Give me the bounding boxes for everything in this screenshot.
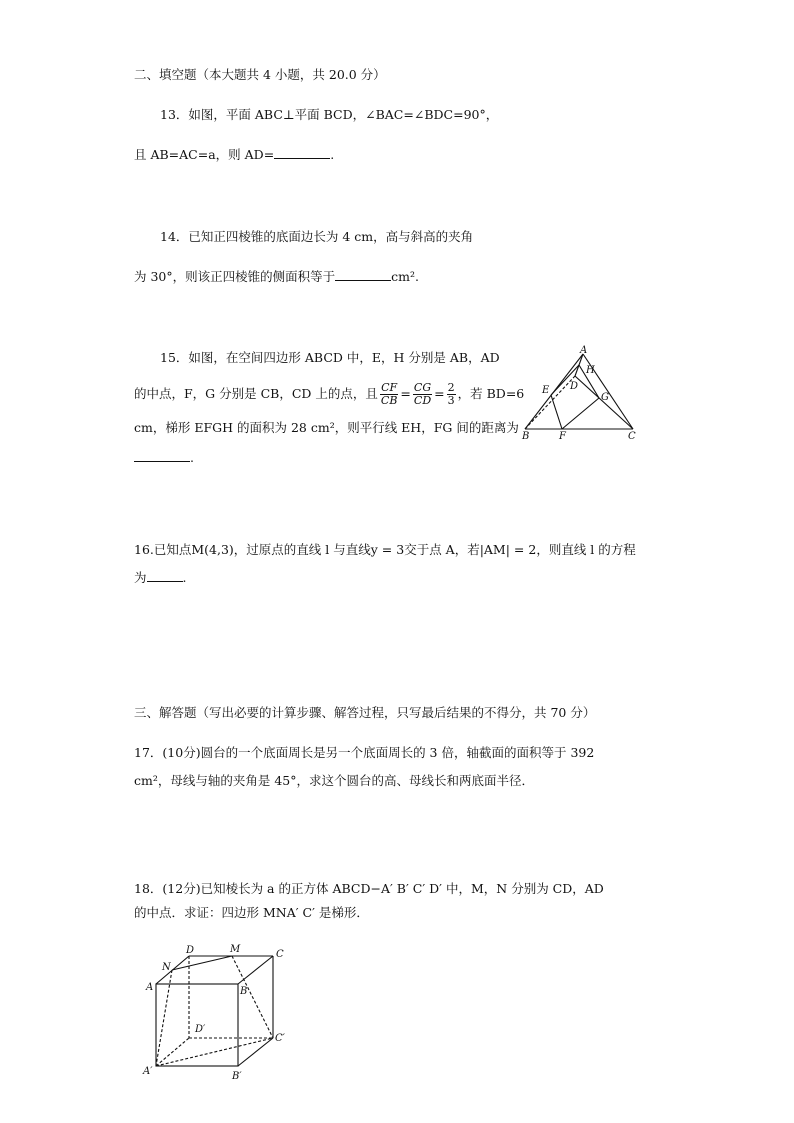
- q15-line2-text: 的中点，F，G 分别是 CB，CD 上的点，且: [134, 386, 378, 401]
- q15-line4: [134, 449, 194, 467]
- q15-figure: [515, 342, 645, 442]
- label-d: D: [186, 945, 195, 956]
- segment-fg: [562, 398, 599, 429]
- label-a: A: [580, 345, 588, 356]
- q13-answer-blank: [274, 146, 330, 159]
- q16-answer-blank: [147, 569, 183, 582]
- q17-line1: 17．(10分)圆台的一个底面周长是另一个底面周长的 3 倍，轴截面的面积等于 392: [134, 745, 595, 760]
- q15-frac3-num: 2: [447, 381, 455, 394]
- q17-line2: cm²，母线与轴的夹角是 45°，求这个圆台的高、母线长和两底面半径．: [134, 773, 534, 788]
- q15-frac3-den: 3: [447, 394, 455, 407]
- label-m: M: [230, 944, 241, 955]
- q14-line2-text: 为 30°，则该正四棱锥的侧面积等于: [134, 269, 336, 284]
- q15-eq2: =: [434, 386, 445, 401]
- q15-frac1-num: CF: [381, 381, 398, 394]
- q15-fraction-cf-cb: [380, 382, 399, 407]
- label-h: H: [586, 365, 595, 376]
- q15-frac1-den: CB: [380, 394, 398, 407]
- label-a: A: [146, 982, 154, 993]
- q16-line2: [134, 569, 187, 587]
- q15-line2: [134, 381, 524, 407]
- q16-line2-text: 为: [134, 570, 147, 585]
- label-b-prime: B′: [232, 1071, 242, 1082]
- q16-line2-end: .: [182, 570, 187, 585]
- q14-line2-end: cm².: [391, 269, 419, 284]
- q13-line1: 13．如图，平面 ABC⊥平面 BCD，∠BAC=∠BDC=90°，: [160, 107, 499, 122]
- label-c: C: [628, 431, 636, 442]
- label-n: N: [162, 962, 171, 973]
- label-e: E: [542, 385, 550, 396]
- edge-bd: [525, 376, 575, 429]
- q15-line4-end: .: [190, 450, 194, 465]
- label-a-prime: A′: [143, 1066, 153, 1077]
- q15-eq1: =: [400, 386, 411, 401]
- label-f: F: [559, 431, 566, 442]
- q14-line1: 14．已知正四棱锥的底面边长为 4 cm，高与斜高的夹角: [160, 229, 474, 244]
- q14-line2: [134, 268, 419, 286]
- segment-ef: [551, 395, 562, 429]
- q13-line2: [134, 146, 334, 164]
- q15-answer-blank: [134, 449, 190, 462]
- label-d-prime: D′: [195, 1024, 206, 1035]
- q13-line2-text: 且 AB=AC=a，则 AD=: [134, 147, 275, 162]
- edge-bc-top: [238, 956, 273, 984]
- q15-line3: cm，梯形 EFGH 的面积为 28 cm²，则平行线 EH，FG 间的距离为: [134, 420, 519, 435]
- q15-line1: 15．如图，在空间四边形 ABCD 中，E，H 分别是 AB，AD: [160, 350, 500, 365]
- section3-heading: 三、解答题（写出必要的计算步骤、解答过程，只写最后结果的不得分，共 70 分）: [134, 705, 596, 720]
- q15-fraction-cg-cd: [413, 382, 432, 407]
- q18-cube-figure: [140, 940, 300, 1085]
- q15-fraction-two-thirds: [447, 382, 456, 407]
- label-c: C: [276, 949, 284, 960]
- label-d: D: [570, 381, 579, 392]
- q18-line2: 的中点．求证：四边形 MNA′ C′ 是梯形．: [134, 905, 369, 920]
- label-c-prime: C′: [275, 1033, 285, 1044]
- label-g: G: [601, 392, 609, 403]
- q14-answer-blank: [335, 268, 391, 281]
- q13-line2-end: .: [330, 147, 335, 162]
- q18-line1: 18．(12分)已知棱长为 a 的正方体 ABCD−A′ B′ C′ D′ 中，M，N 分别为 CD，AD: [134, 881, 604, 896]
- q16-line1: 16.已知点M(4,3)，过原点的直线 l 与直线y = 3交于点 A，若|AM| = 2，则直线 l 的方程: [134, 542, 636, 557]
- section2-heading: 二、填空题（本大题共 4 小题，共 20.0 分）: [134, 67, 386, 82]
- q15-line2-end: ，若 BD=6: [457, 386, 525, 401]
- q15-frac2-num: CG: [413, 381, 432, 394]
- label-b: B: [522, 431, 530, 442]
- q15-frac2-den: CD: [413, 394, 432, 407]
- label-b: B: [240, 986, 248, 997]
